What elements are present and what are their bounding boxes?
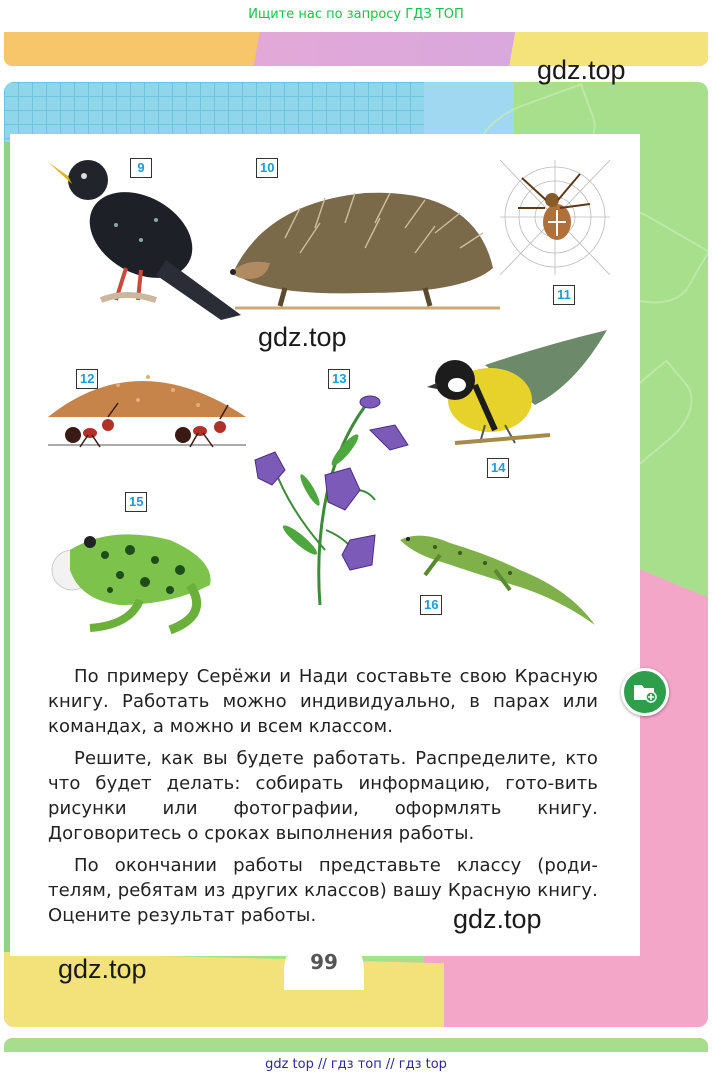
illustration-number-10: 10 [256, 158, 278, 178]
paragraph-3: По окончании работы представьте классу (роди-телям, ребятам из других классов) вашу Красную книгу. Оцените результат работы. [48, 855, 598, 926]
add-to-folder-button[interactable] [621, 668, 669, 716]
watermark: gdz.top [258, 322, 347, 352]
spider-icon [500, 160, 610, 275]
bellflower-icon [250, 390, 415, 605]
illustration-number-15: 15 [125, 492, 147, 512]
paragraph-1: По примеру Серёжи и Нади составьте свою Красную книгу. Работать можно индивидуально, в парах или командах, а можно и всем классом. [48, 666, 598, 737]
top-banner[interactable]: Ищите нас по запросу ГДЗ ТОП [248, 7, 464, 22]
illustration-number-13: 13 [328, 369, 350, 389]
grid-decoration [4, 82, 424, 142]
page-number: 99 [310, 950, 338, 974]
watermark: gdz.top [58, 954, 147, 984]
paragraph-2: Решите, как вы будете работать. Распределите, кто что будет делать: собирать информацию, гото-вить рисунки или фотографии, оформлять книгу. Договоритесь о сроках выполнения работы. [48, 748, 598, 844]
footer-links[interactable]: gdz top // гдз топ // гдз top [265, 1057, 447, 1072]
hedgehog-icon [225, 178, 505, 313]
illustration-number-11: 11 [553, 285, 575, 305]
frog-icon [50, 510, 220, 638]
illustration-number-12: 12 [76, 369, 98, 389]
watermark: gdz.top [537, 55, 626, 85]
illustration-number-14: 14 [487, 458, 509, 478]
tit-bird-icon [425, 325, 610, 455]
watermark: gdz.top [453, 904, 542, 934]
illustration-number-16: 16 [420, 595, 442, 615]
illustration-number-9: 9 [130, 158, 152, 178]
add-to-folder-icon [632, 680, 658, 704]
next-page-strip [4, 1038, 708, 1052]
